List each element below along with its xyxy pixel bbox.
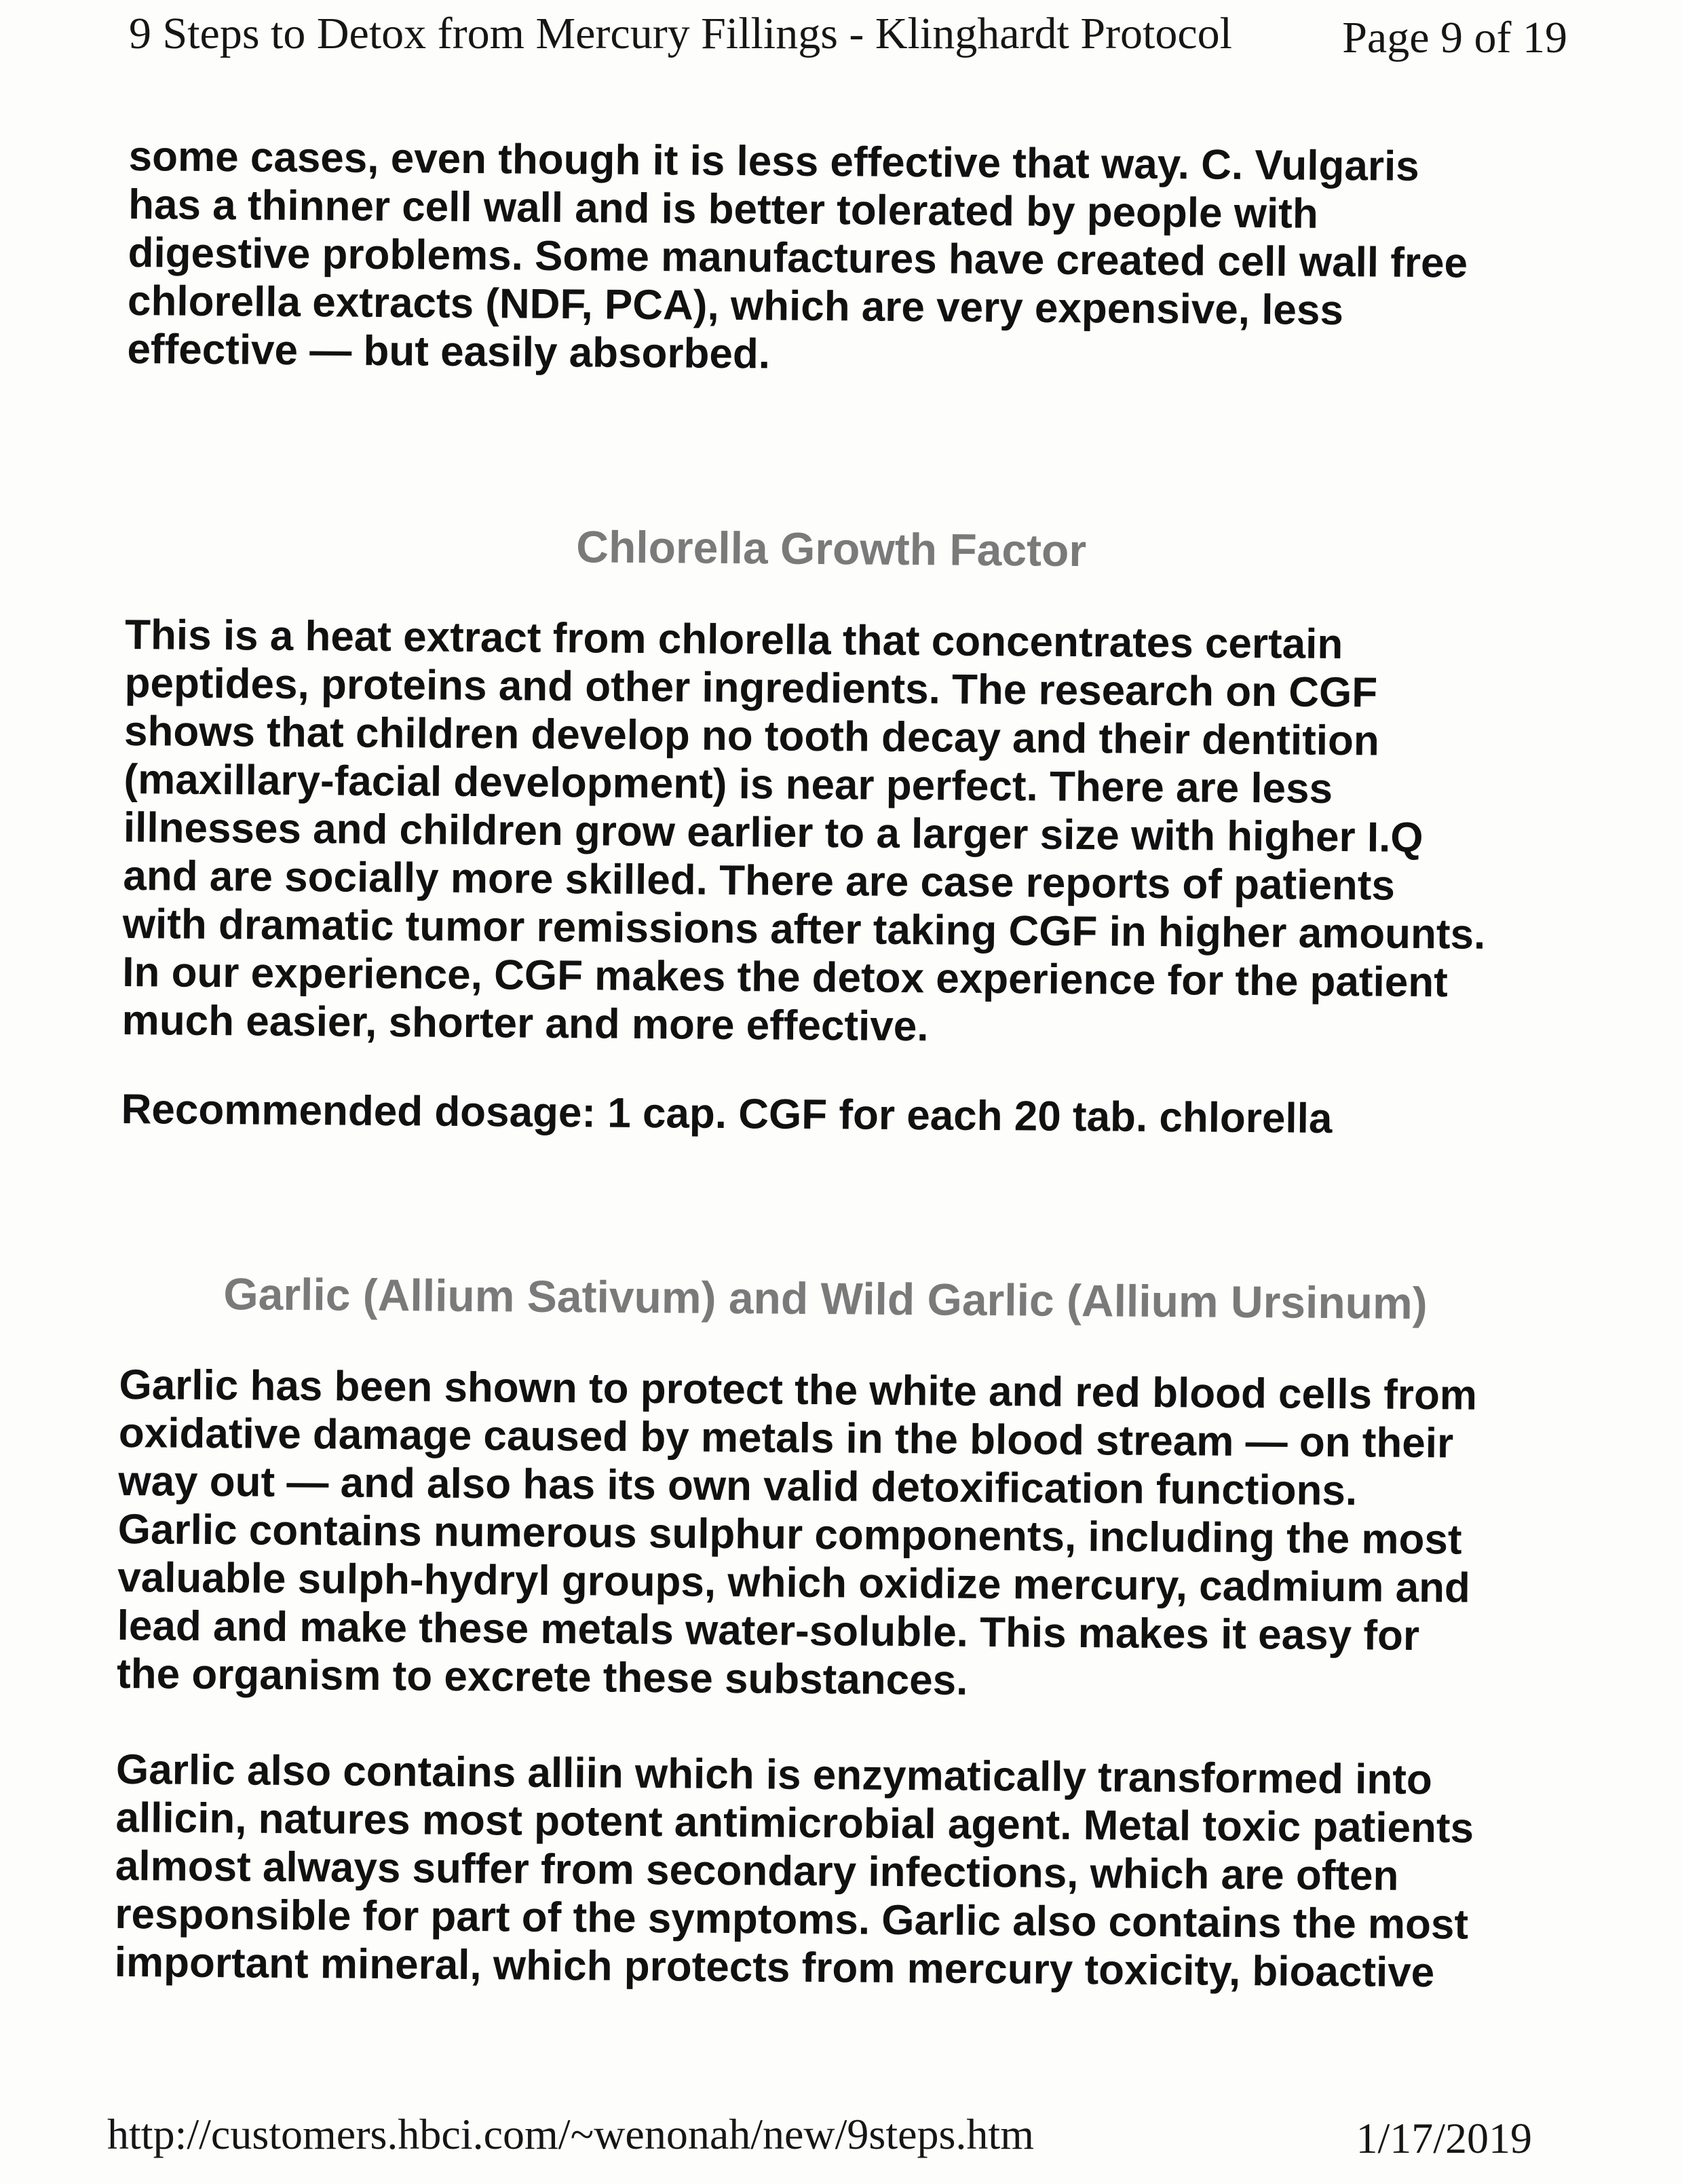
print-header bbox=[129, 8, 1567, 69]
paragraph-line: chlorella extracts (NDF, PCA), which are very expensive, less bbox=[127, 277, 1344, 335]
paragraph-line: In our experience, CGF makes the detox experience for the patient bbox=[122, 948, 1449, 1006]
paragraph-line: has a thinner cell wall and is better tolerated by people with bbox=[128, 181, 1319, 238]
dosage-line: Recommended dosage: 1 cap. CGF for each 20 tab. chlorella bbox=[121, 1085, 1333, 1142]
paragraph-line: some cases, even though it is less effective that way. C. Vulgaris bbox=[128, 132, 1419, 190]
paragraph-line: Garlic has been shown to protect the white and red blood cells from bbox=[119, 1361, 1478, 1419]
paragraph-line: (maxillary-facial development) is near perfect. There are less bbox=[123, 755, 1333, 812]
paragraph-line: and are socially more skilled. There are case reports of patients bbox=[123, 852, 1396, 909]
paragraph-line: peptides, proteins and other ingredients. The research on CGF bbox=[124, 659, 1378, 717]
paragraph-line: much easier, shorter and more effective. bbox=[121, 996, 929, 1051]
print-footer bbox=[107, 2109, 1532, 2170]
paragraph-line: Garlic contains numerous sulphur components, including the most bbox=[117, 1505, 1462, 1564]
intro-paragraph bbox=[127, 132, 1540, 384]
paragraph-line: with dramatic tumor remissions after taking CGF in higher amounts. bbox=[122, 900, 1486, 958]
paragraph-line: effective — but easily absorbed. bbox=[127, 325, 771, 378]
garlic-paragraph-2 bbox=[115, 1746, 1528, 1997]
paragraph-line: shows that children develop no tooth decay and their dentition bbox=[123, 707, 1380, 765]
paragraph-line: lead and make these metals water-soluble. This makes it easy for bbox=[117, 1602, 1420, 1660]
paragraph-line: illnesses and children grow earlier to a larger size with higher I.Q bbox=[123, 804, 1423, 862]
cgf-dosage bbox=[121, 1085, 1532, 1144]
page-indicator: Page 9 of 19 bbox=[1342, 13, 1567, 62]
document-title: 9 Steps to Detox from Mercury Fillings - Klinghardt Protocol bbox=[129, 9, 1232, 58]
garlic-paragraph-1 bbox=[117, 1361, 1531, 1709]
paragraph-line: This is a heat extract from chlorella that concentrates certain bbox=[124, 611, 1343, 669]
paragraph-line: important mineral, which protects from mercury toxicity, bioactive bbox=[114, 1938, 1435, 1997]
paragraph-line: digestive problems. Some manufactures have created cell wall free bbox=[128, 229, 1468, 287]
paragraph-line: valuable sulph-hydryl groups, which oxidize mercury, cadmium and bbox=[117, 1554, 1471, 1612]
garlic-heading: Garlic (Allium Sativum) and Wild Garlic (Allium Ursinum) bbox=[223, 1268, 1428, 1329]
paragraph-line: allicin, natures most potent antimicrobial agent. Metal toxic patients bbox=[115, 1794, 1474, 1852]
cgf-heading: Chlorella Growth Factor bbox=[576, 521, 1087, 576]
paragraph-line: oxidative damage caused by metals in the blood stream — on their bbox=[118, 1409, 1454, 1467]
paragraph-line: almost always suffer from secondary infections, which are often bbox=[115, 1842, 1399, 1900]
paragraph-line: the organism to excrete these substances. bbox=[116, 1650, 968, 1704]
source-url: http://customers.hbci.com/~wenonah/new/9steps.htm bbox=[107, 2110, 1034, 2158]
print-date: 1/17/2019 bbox=[1356, 2114, 1532, 2162]
cgf-paragraph bbox=[121, 611, 1536, 1055]
paragraph-line: way out — and also has its own valid detoxification functions. bbox=[118, 1457, 1358, 1515]
paragraph-line: Garlic also contains alliin which is enzymatically transformed into bbox=[115, 1746, 1433, 1804]
paragraph-line: responsible for part of the symptoms. Garlic also contains the most bbox=[115, 1890, 1469, 1948]
article-body bbox=[115, 132, 1540, 1997]
